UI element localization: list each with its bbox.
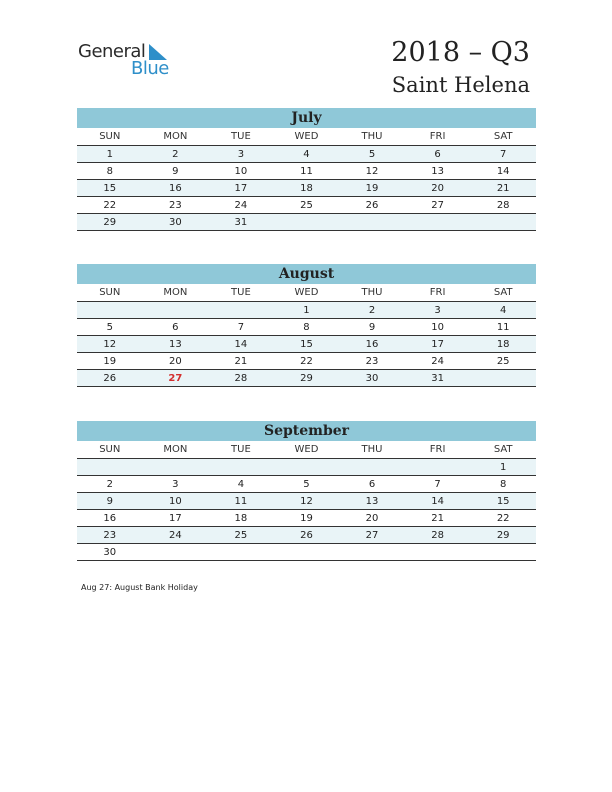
day-cell: 14: [208, 336, 274, 353]
day-header-sun: SUN: [77, 284, 143, 302]
day-cell: 25: [274, 197, 340, 214]
page-subtitle: Saint Helena: [391, 73, 530, 97]
day-cell: 13: [405, 163, 471, 180]
day-cell: 18: [470, 336, 536, 353]
day-cell: 31: [208, 214, 274, 231]
day-cell: 1: [77, 146, 143, 163]
day-cell: 20: [339, 510, 405, 527]
day-cell: 24: [405, 353, 471, 370]
day-cell: 8: [274, 319, 340, 336]
day-header-tue: TUE: [208, 441, 274, 459]
month-header: August: [77, 264, 536, 284]
day-cell: 6: [405, 146, 471, 163]
day-cell: 19: [274, 510, 340, 527]
day-cell: 18: [208, 510, 274, 527]
day-cell: 8: [77, 163, 143, 180]
empty-day-cell: [208, 459, 274, 476]
day-cell: 31: [405, 370, 471, 387]
day-cell: 9: [143, 163, 209, 180]
day-cell: 11: [470, 319, 536, 336]
day-cell: 20: [405, 180, 471, 197]
week-row: [77, 319, 536, 336]
day-cell: 15: [77, 180, 143, 197]
empty-day-cell: [470, 214, 536, 231]
day-cell: 16: [339, 336, 405, 353]
empty-day-cell: [274, 459, 340, 476]
day-cell: 12: [77, 336, 143, 353]
day-cell: 29: [470, 527, 536, 544]
week-row: [77, 544, 536, 561]
calendar-table: [77, 128, 536, 231]
empty-day-cell: [339, 544, 405, 561]
month-header: September: [77, 421, 536, 441]
day-cell: 2: [77, 476, 143, 493]
day-header-sat: SAT: [470, 441, 536, 459]
day-cell: 13: [143, 336, 209, 353]
day-cell: 24: [143, 527, 209, 544]
day-cell: 5: [339, 146, 405, 163]
week-row: [77, 302, 536, 319]
week-row: [77, 214, 536, 231]
day-header-mon: MON: [143, 128, 209, 146]
day-cell: 17: [208, 180, 274, 197]
empty-day-cell: [77, 302, 143, 319]
day-cell: 23: [77, 527, 143, 544]
day-cell: 3: [208, 146, 274, 163]
week-row: [77, 163, 536, 180]
day-header-mon: MON: [143, 284, 209, 302]
day-cell: 23: [339, 353, 405, 370]
holiday-note: Aug 27: August Bank Holiday: [81, 583, 198, 592]
week-row: [77, 493, 536, 510]
page-title: 2018 – Q3: [391, 37, 530, 68]
empty-day-cell: [339, 214, 405, 231]
day-cell: 16: [77, 510, 143, 527]
day-cell: 6: [143, 319, 209, 336]
empty-day-cell: [470, 370, 536, 387]
week-row: [77, 476, 536, 493]
day-cell: 8: [470, 476, 536, 493]
empty-day-cell: [405, 214, 471, 231]
day-cell: 3: [405, 302, 471, 319]
day-cell: 2: [339, 302, 405, 319]
day-cell: 11: [274, 163, 340, 180]
day-cell: 19: [339, 180, 405, 197]
day-cell: 10: [143, 493, 209, 510]
day-cell: 26: [339, 197, 405, 214]
week-row: [77, 370, 536, 387]
day-cell: 28: [208, 370, 274, 387]
day-cell: 22: [470, 510, 536, 527]
day-cell: 18: [274, 180, 340, 197]
day-cell: 9: [339, 319, 405, 336]
empty-day-cell: [143, 459, 209, 476]
day-header-sat: SAT: [470, 128, 536, 146]
day-cell: 26: [77, 370, 143, 387]
week-row: [77, 180, 536, 197]
day-cell: 17: [405, 336, 471, 353]
holiday-day-cell: 27: [143, 370, 209, 387]
day-cell: 19: [77, 353, 143, 370]
day-cell: 3: [143, 476, 209, 493]
empty-day-cell: [143, 302, 209, 319]
day-cell: 21: [405, 510, 471, 527]
day-cell: 22: [274, 353, 340, 370]
month-september: [77, 421, 536, 561]
day-cell: 4: [274, 146, 340, 163]
day-cell: 16: [143, 180, 209, 197]
empty-day-cell: [208, 302, 274, 319]
week-row: [77, 510, 536, 527]
day-header-sun: SUN: [77, 128, 143, 146]
day-cell: 30: [143, 214, 209, 231]
calendar-table: [77, 284, 536, 387]
day-header-fri: FRI: [405, 128, 471, 146]
week-row: [77, 197, 536, 214]
day-header-wed: WED: [274, 441, 340, 459]
day-cell: 28: [470, 197, 536, 214]
day-cell: 14: [470, 163, 536, 180]
day-cell: 22: [77, 197, 143, 214]
day-header-sat: SAT: [470, 284, 536, 302]
day-cell: 4: [208, 476, 274, 493]
day-cell: 10: [208, 163, 274, 180]
week-row: [77, 353, 536, 370]
day-cell: 12: [339, 163, 405, 180]
empty-day-cell: [274, 214, 340, 231]
day-cell: 1: [274, 302, 340, 319]
day-cell: 15: [274, 336, 340, 353]
day-cell: 7: [405, 476, 471, 493]
day-cell: 27: [405, 197, 471, 214]
day-cell: 9: [77, 493, 143, 510]
day-cell: 21: [470, 180, 536, 197]
day-header-fri: FRI: [405, 441, 471, 459]
day-cell: 28: [405, 527, 471, 544]
generalblue-logo: [78, 41, 178, 81]
day-cell: 14: [405, 493, 471, 510]
day-header-fri: FRI: [405, 284, 471, 302]
day-cell: 1: [470, 459, 536, 476]
empty-day-cell: [405, 459, 471, 476]
empty-day-cell: [143, 544, 209, 561]
week-row: [77, 146, 536, 163]
day-cell: 4: [470, 302, 536, 319]
calendar-table: [77, 441, 536, 561]
empty-day-cell: [405, 544, 471, 561]
month-august: [77, 264, 536, 387]
day-cell: 20: [143, 353, 209, 370]
week-row: [77, 527, 536, 544]
logo-text-general: General: [78, 41, 146, 62]
day-cell: 15: [470, 493, 536, 510]
logo-text-blue: Blue: [131, 58, 169, 79]
day-cell: 29: [274, 370, 340, 387]
day-cell: 21: [208, 353, 274, 370]
day-cell: 5: [77, 319, 143, 336]
day-cell: 26: [274, 527, 340, 544]
day-cell: 17: [143, 510, 209, 527]
empty-day-cell: [77, 459, 143, 476]
day-cell: 30: [77, 544, 143, 561]
day-cell: 11: [208, 493, 274, 510]
empty-day-cell: [339, 459, 405, 476]
day-cell: 6: [339, 476, 405, 493]
day-header-wed: WED: [274, 284, 340, 302]
day-cell: 7: [470, 146, 536, 163]
day-header-thu: THU: [339, 128, 405, 146]
day-cell: 23: [143, 197, 209, 214]
day-cell: 13: [339, 493, 405, 510]
week-row: [77, 336, 536, 353]
month-july: [77, 108, 536, 231]
day-header-mon: MON: [143, 441, 209, 459]
day-cell: 29: [77, 214, 143, 231]
empty-day-cell: [274, 544, 340, 561]
empty-day-cell: [470, 544, 536, 561]
day-header-tue: TUE: [208, 128, 274, 146]
day-cell: 5: [274, 476, 340, 493]
day-cell: 25: [208, 527, 274, 544]
day-cell: 12: [274, 493, 340, 510]
day-header-thu: THU: [339, 441, 405, 459]
day-cell: 2: [143, 146, 209, 163]
day-cell: 27: [339, 527, 405, 544]
day-cell: 10: [405, 319, 471, 336]
day-cell: 7: [208, 319, 274, 336]
day-cell: 24: [208, 197, 274, 214]
week-row: [77, 459, 536, 476]
empty-day-cell: [208, 544, 274, 561]
day-header-thu: THU: [339, 284, 405, 302]
day-header-tue: TUE: [208, 284, 274, 302]
day-cell: 25: [470, 353, 536, 370]
day-header-wed: WED: [274, 128, 340, 146]
day-header-sun: SUN: [77, 441, 143, 459]
day-cell: 30: [339, 370, 405, 387]
month-header: July: [77, 108, 536, 128]
